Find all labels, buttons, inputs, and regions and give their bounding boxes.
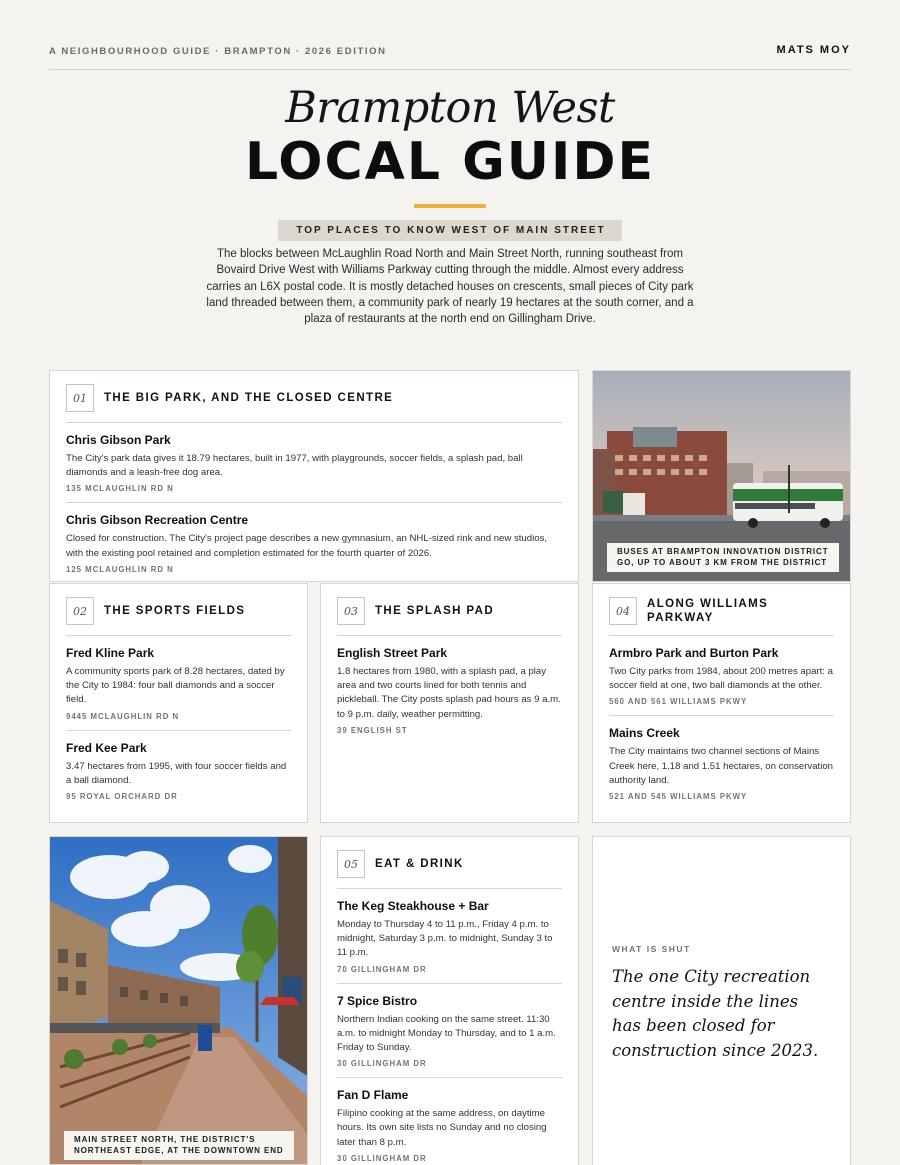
caption-line: NORTHEAST EDGE, AT THE DOWNTOWN END [74, 1145, 284, 1155]
place-address: 560 AND 561 WILLIAMS PKWY [609, 697, 748, 707]
hero [0, 82, 900, 241]
intro-paragraph: The blocks between McLaughlin Road North and Main Street North, running southeast from Bovaird Drive West with Williams Parkway cutting through the middle. Almost every address carries an L6X postal code. It is mostly detached houses on crescents, small pieces of City park land threaded between them, a community park of nearly 19 hectares at the south corner, and a plaza of restaurants at the north end on Gillingham Drive. [206, 248, 694, 326]
place-name: Mains Creek [609, 726, 680, 741]
section-number: 05 [337, 850, 365, 878]
caption-line: GO, UP TO ABOUT 3 KM FROM THE DISTRICT [617, 557, 828, 567]
section-title: THE BIG PARK, AND THE CLOSED CENTRE [104, 392, 394, 404]
place-address: 95 ROYAL ORCHARD DR [66, 792, 178, 802]
list-item [66, 731, 291, 810]
place-name: English Street Park [337, 646, 448, 660]
place-description: 1.8 hectares from 1980, with a splash pad, a play area and two courts lined for both tennis and pickleball. The City posts splash pad hours as 9 a.m. to 9 p.m. daily, weather permitting. [337, 666, 561, 720]
place-address: 9445 MCLAUGHLIN RD N [66, 711, 180, 721]
section-card-04 [592, 583, 851, 823]
place-description: Two City parks from 1984, about 200 metres apart: a soccer field at one, two ball diamonds at the other. [609, 666, 833, 692]
section-title: THE SPORTS FIELDS [104, 605, 246, 617]
place-address: 125 MCLAUGHLIN RD N [66, 564, 174, 574]
photo-caption [64, 1131, 294, 1160]
place-address: 30 GILLINGHAM DR [337, 1153, 427, 1163]
place-address: 39 ENGLISH ST [337, 725, 408, 735]
photo-caption [607, 543, 839, 572]
place-description: The City's park data gives it 18.79 hectares, built in 1977, with playgrounds, soccer fields, a splash pad, ball diamonds and a leash-free dog area. [66, 453, 523, 479]
section-header [66, 596, 291, 626]
list-item [66, 503, 562, 582]
place-name: Fan D Flame [337, 1088, 409, 1103]
list-item [609, 716, 834, 810]
list-item [609, 636, 834, 716]
section-number: 01 [66, 384, 94, 412]
list-item [337, 1078, 562, 1165]
section-title: THE SPLASH PAD [375, 605, 495, 617]
photo-main-street [49, 836, 308, 1165]
caption-line: BUSES AT BRAMPTON INNOVATION DISTRICT [617, 547, 829, 556]
section-header [337, 849, 562, 879]
place-address: 70 GILLINGHAM DR [337, 964, 427, 974]
place-address: 521 AND 545 WILLIAMS PKWY [609, 792, 748, 802]
list-item [337, 984, 562, 1079]
place-address: 135 MCLAUGHLIN RD N [66, 484, 174, 494]
section-card-02 [49, 583, 308, 823]
list-item [66, 423, 562, 503]
place-name: 7 Spice Bistro [337, 993, 418, 1008]
main-street-illustration [50, 837, 308, 1165]
section-card-05 [320, 836, 579, 1165]
section-header [337, 596, 562, 626]
section-title: ALONG WILLIAMS PARKWAY [647, 598, 769, 624]
place-description: Closed for construction. The City's project page describes a new gymnasium, an NHL-sized rink and new studios, with the existing pool retained and completion estimated for the fourth quarter of 2026. [66, 533, 548, 559]
section-number: 02 [66, 597, 94, 625]
script-title: Brampton West [285, 83, 615, 133]
photo-buses [592, 370, 851, 582]
tagline-badge: TOP PLACES TO KNOW WEST OF MAIN STREET [278, 220, 621, 241]
section-number: 03 [337, 597, 365, 625]
shut-quote-card [592, 836, 851, 1165]
main-title: LOCAL GUIDE [244, 132, 656, 192]
shut-kicker: WHAT IS SHUT [612, 944, 691, 954]
place-address: 30 GILLINGHAM DR [337, 1059, 427, 1069]
caption-line: MAIN STREET NORTH, THE DISTRICT'S [74, 1135, 256, 1144]
place-description: 3.47 hectares from 1995, with four soccer fields and a ball diamond. [66, 760, 287, 786]
section-header [609, 596, 834, 626]
section-title: EAT & DRINK [375, 858, 464, 870]
section-header [66, 383, 562, 413]
place-description: The City maintains two channel sections of Mains Creek here, 1.18 and 1.51 hectares, on conservation authority land. [609, 746, 833, 786]
section-number: 04 [609, 597, 637, 625]
section-card-03 [320, 583, 579, 823]
edition-label: A NEIGHBOURHOOD GUIDE · BRAMPTON · 2026 EDITION [49, 46, 387, 57]
list-item [66, 636, 291, 731]
place-name: Chris Gibson Recreation Centre [66, 513, 249, 528]
place-description: Northern Indian cooking on the same street. 11:30 a.m. to midnight Monday to Thursday, and to 1 a.m. Friday to Sunday. [337, 1013, 556, 1054]
accent-rule [414, 204, 486, 208]
top-bar [49, 40, 851, 70]
shut-quote: The one City recreation centre inside the lines has been closed for construction since 2023. [612, 967, 819, 1060]
author-name: MATS MOY [776, 44, 851, 56]
list-item [337, 636, 562, 744]
list-item [337, 889, 562, 984]
section-card-01 [49, 370, 579, 582]
place-description: Monday to Thursday 4 to 11 p.m., Friday 4 p.m. to midnight, Saturday 3 p.m. to midnight, Sunday 3 to 11 p.m. [337, 919, 553, 959]
place-name: The Keg Steakhouse + Bar [337, 899, 489, 913]
place-description: Filipino cooking at the same address, on daytime hours. Its own site lists no Sunday and no closing later than 8 p.m. [337, 1108, 547, 1148]
place-name: Fred Kline Park [66, 646, 155, 660]
place-name: Chris Gibson Park [66, 433, 171, 447]
place-description: A community sports park of 8.28 hectares, dated by the City to 1984: four ball diamonds and a soccer field. [66, 666, 285, 706]
place-name: Fred Kee Park [66, 740, 147, 755]
place-name: Armbro Park and Burton Park [609, 646, 779, 660]
